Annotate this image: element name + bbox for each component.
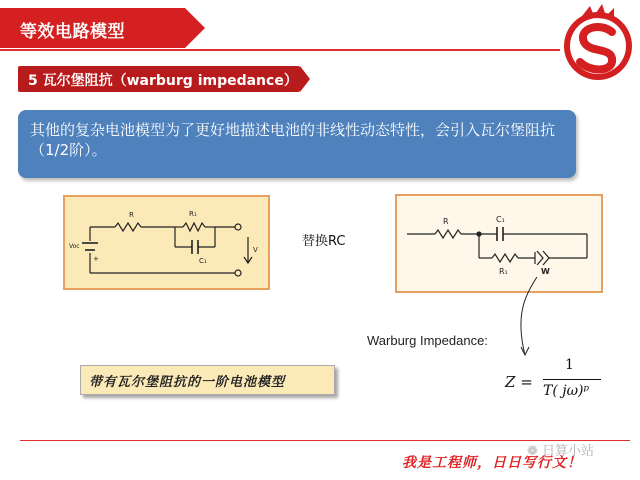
circuit-diagram-left [63, 195, 270, 290]
info-text: 其他的复杂电池模型为了更好地描述电池的非线性动态特性，会引入瓦尔堡阻抗（1/2阶）。 [30, 121, 556, 159]
label-v: V [253, 246, 258, 254]
rc-circuit-icon [65, 197, 268, 288]
label-r1-right: R₁ [499, 267, 508, 276]
label-r: R [129, 211, 134, 219]
label-c1-right: C₁ [496, 215, 505, 224]
page-title: 等效电路模型 [20, 22, 125, 42]
title-bar [0, 8, 205, 48]
section-arrow-icon [300, 66, 310, 92]
caption-text: 带有瓦尔堡阻抗的一阶电池模型 [89, 375, 286, 390]
header-divider [0, 49, 560, 51]
formula-numerator: 1 [565, 357, 574, 373]
fraction-bar [543, 379, 601, 380]
label-r-right: R [443, 217, 449, 226]
replace-rc-label: 替换RC [302, 234, 346, 249]
warburg-circuit-icon [397, 196, 601, 291]
info-box [18, 110, 576, 178]
formula-lhs: Z = [505, 373, 533, 391]
pointer-arrow-icon [505, 275, 545, 365]
circuit-diagram-right [395, 194, 603, 293]
label-r1: R₁ [189, 210, 197, 218]
caption-box [80, 365, 335, 395]
dragon-s-logo-icon [560, 4, 636, 82]
slogan: 我是工程师，日日写行文！ [402, 455, 582, 471]
wechat-icon: ❁ [527, 444, 543, 459]
section-header [18, 66, 300, 92]
label-plus: + [93, 255, 99, 263]
warburg-impedance-label: Warburg Impedance: [367, 333, 488, 348]
section-title: 5 瓦尔堡阻抗（warburg impedance） [28, 73, 298, 89]
label-c1: C₁ [199, 257, 207, 265]
label-w: W [541, 267, 550, 276]
watermark-text: 日算小站 [542, 444, 595, 459]
warburg-formula [505, 355, 610, 410]
formula-denominator: T( jω)ᵖ [543, 383, 590, 399]
label-voc: Voc [69, 243, 80, 250]
